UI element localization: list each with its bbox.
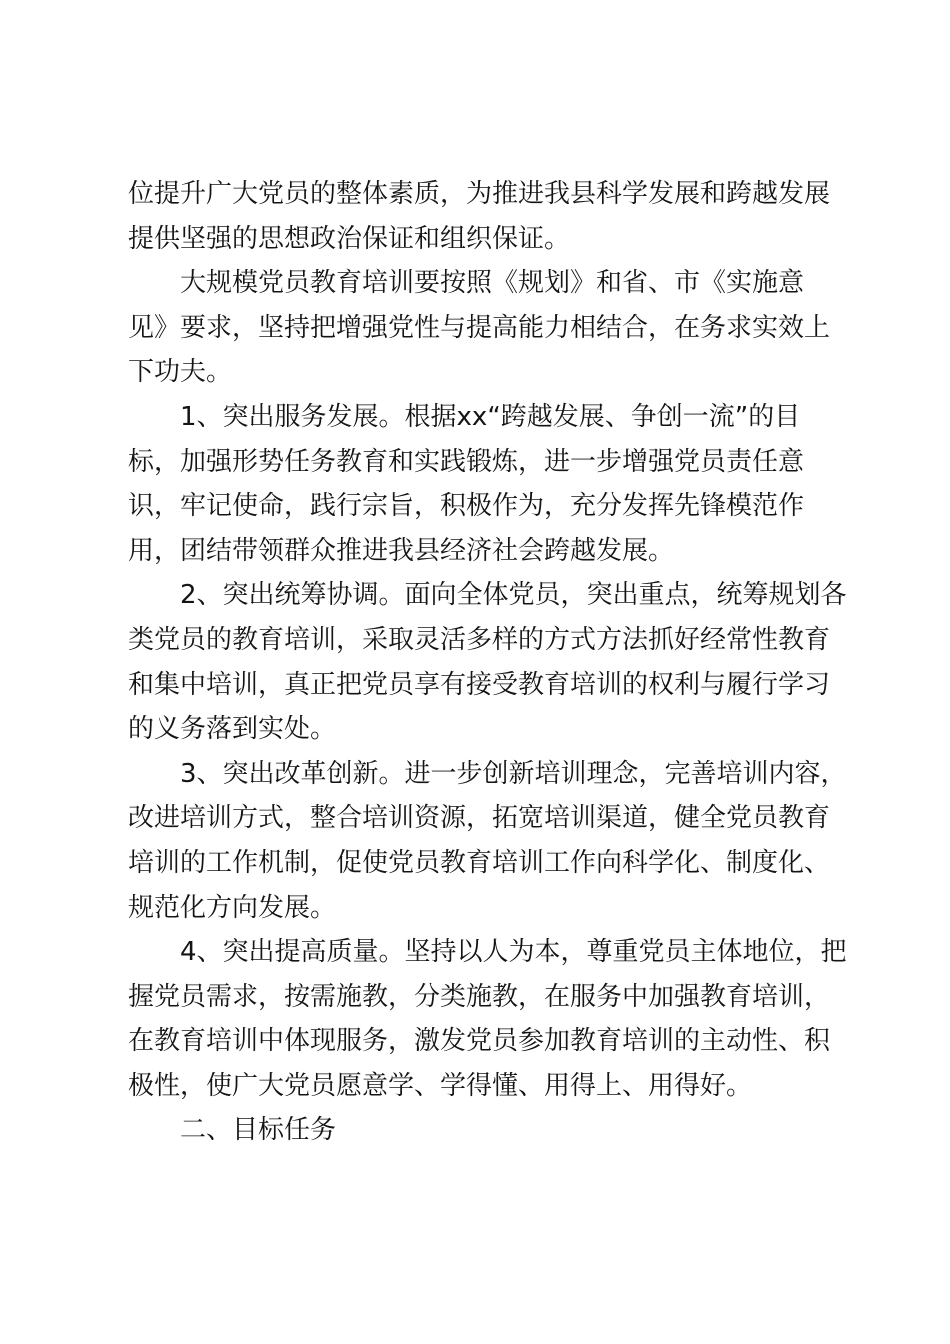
text-line: 位提升广大党员的整体素质，为推进我县科学发展和跨越发展 [128, 179, 831, 209]
text-line: 类党员的教育培训，采取灵活多样的方式方法抓好经常性教育 [128, 624, 831, 655]
text-line: 和集中培训，真正把党员享有接受教育培训的权利与履行学习 [128, 669, 831, 700]
paragraph-item-4 [128, 930, 847, 1108]
text-line: 培训的工作机制，促使党员教育培训工作向科学化、制度化、 [128, 847, 831, 878]
section-heading-goals [128, 1108, 840, 1153]
paragraph-item-3 [128, 752, 847, 930]
text-line: 识，牢记使命，践行宗旨，积极作为，充分发挥先锋模范作 [128, 491, 805, 522]
text-line: 大规模党员教育培训要按照《规划》和省、市《实施意 [180, 268, 805, 299]
paragraph-item-2 [128, 573, 847, 751]
text-line: 极性，使广大党员愿意学、学得懂、用得上、用得好。 [128, 1070, 753, 1101]
paragraph-item-1 [128, 395, 840, 573]
text-line: 提供坚强的思想政治保证和组织保证。 [128, 223, 571, 254]
text-line: 在教育培训中体现服务，激发党员参加教育培训的主动性、积 [128, 1026, 831, 1057]
text-line: 见》要求，坚持把增强党性与提高能力相结合，在务求实效上 [128, 312, 831, 343]
document-body [128, 172, 847, 1153]
text-line: 的义务落到实处。 [128, 714, 337, 745]
text-line: 用，团结带领群众推进我县经济社会跨越发展。 [128, 535, 675, 566]
text-line: 握党员需求，按需施教，分类施教，在服务中加强教育培训， [128, 981, 831, 1012]
text-line: 下功夫。 [128, 357, 233, 388]
heading-text: 二、目标任务 [180, 1115, 337, 1146]
text-line: 1、突出服务发展。根据xx“跨越发展、争创一流”的目 [180, 401, 801, 432]
text-line: 3、突出改革创新。进一步创新培训理念，完善培训内容， [180, 758, 847, 789]
text-line: 改进培训方式，整合培训资源，拓宽培训渠道，健全党员教育 [128, 803, 831, 834]
paragraph-intro-continuation [128, 172, 840, 261]
text-line: 标，加强形势任务教育和实践锻炼，进一步增强党员责任意 [128, 446, 805, 477]
text-line: 4、突出提高质量。坚持以人为本，尊重党员主体地位，把 [180, 937, 847, 968]
paragraph-requirements [128, 261, 840, 395]
text-line: 2、突出统筹协调。面向全体党员，突出重点，统筹规划各 [180, 580, 847, 611]
text-line: 规范化方向发展。 [128, 892, 337, 923]
